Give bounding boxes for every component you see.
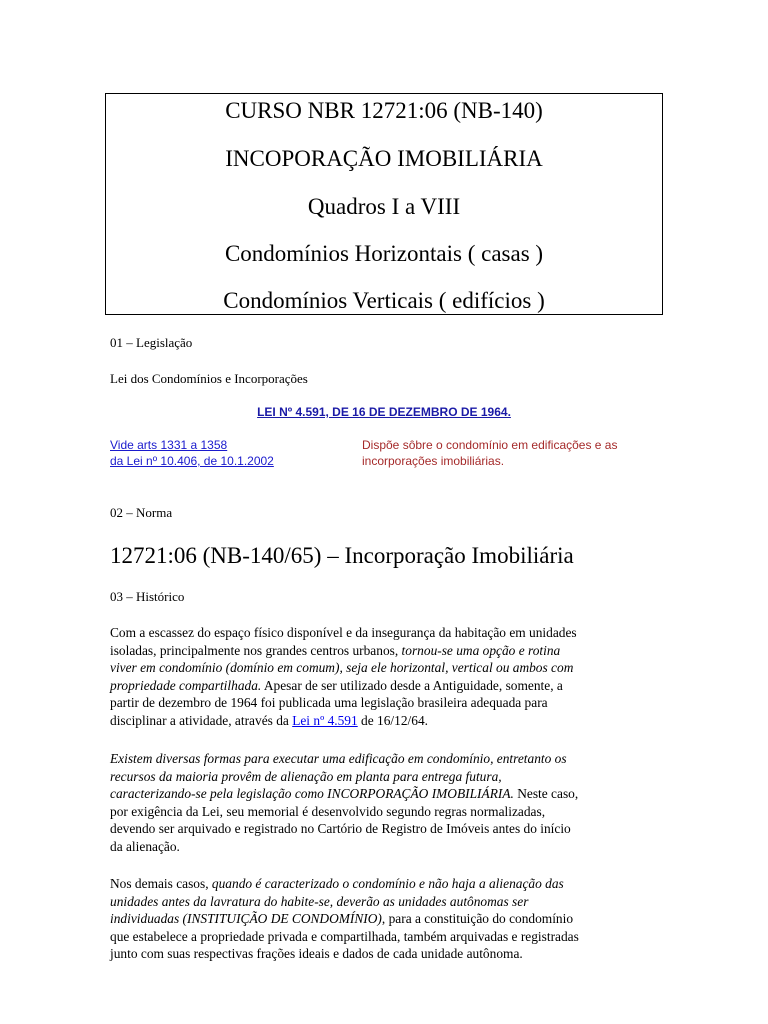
section-heading-norma: 02 – Norma [110, 505, 173, 520]
paragraph-historico-2 [110, 750, 670, 856]
vide-link-lei[interactable]: da Lei nº 10.406, de 10.1.2002 [110, 454, 274, 468]
text-line: caracterizando-se pela legislação como INCORPORAÇÃO IMOBILIÁRIA. Neste caso, [110, 786, 579, 802]
text-line: devendo ser arquivado e registrado no Cartório de Registro de Imóveis antes do início [110, 821, 571, 837]
text-line: viver em condomínio (domínio em comum), seja ele horizontal, vertical ou ambos com [110, 660, 574, 676]
text-line: propriedade compartilhada. Apesar de ser utilizado desde a Antiguidade, somente, a [110, 677, 563, 693]
text-line: por exigência da Lei, seu memorial é desenvolvido segundo regras normalizadas, [110, 803, 546, 819]
paragraph-historico-3 [110, 875, 670, 963]
text-line: que estabelece a propriedade privada e compartilhada, também arquivadas e registradas [110, 928, 579, 944]
text-line: disciplinar a atividade, através da Lei nº 4.591 de 16/12/64. [110, 712, 428, 728]
text-line: Nos demais casos, quando é caracterizado o condomínio e não haja a alienação das [110, 876, 564, 891]
text-line: Com a escassez do espaço físico disponível e da insegurança da habitação em unidades [110, 625, 577, 640]
paragraph-historico-1 [110, 624, 670, 730]
section-heading-legislacao: 01 – Legislação [110, 335, 193, 350]
course-vertical: Condomínios Verticais ( edifícios ) [223, 288, 545, 313]
text-line: junto com suas respectivas frações ideais e dados de cada unidade autônoma. [110, 946, 523, 962]
law-subtitle: Lei dos Condomínios e Incorporações [110, 371, 308, 386]
course-subject: INCOPORAÇÃO IMOBILIÁRIA [225, 146, 543, 171]
vide-link-arts[interactable]: Vide arts 1331 a 1358 [110, 438, 228, 452]
course-horizontal: Condomínios Horizontais ( casas ) [224, 241, 544, 266]
text-line: isoladas, principalmente nos grandes centros urbanos, tornou-se uma opção e rotina [110, 642, 561, 658]
law-title-link[interactable]: LEI Nº 4.591, DE 16 DE DEZEMBRO DE 1964. [257, 405, 511, 419]
text-line: recursos da maioria provêm de alienação em planta para entrega futura, [110, 768, 502, 784]
text-line: individuadas (INSTITUIÇÃO DE CONDOMÍNIO), para a constituição do condomínio [110, 911, 574, 927]
course-title: CURSO NBR 12721:06 (NB-140) [225, 98, 543, 123]
text-line: partir de dezembro de 1964 foi publicada uma legislação brasileira adequada para [110, 695, 548, 711]
section-heading-historico: 03 – Histórico [110, 589, 185, 604]
law-summary: Dispõe sôbre o condomínio em edificações e as incorporações imobiliárias. [362, 438, 618, 468]
vide-links [110, 437, 274, 469]
text-line: unidades antes da lavratura do habite-se, deverão as unidades autônomas ser [110, 893, 529, 909]
law-title [0, 404, 768, 420]
title-box [105, 93, 663, 315]
text-line: Existem diversas formas para executar uma edificação em condomínio, entretanto os [110, 751, 567, 766]
norm-title: 12721:06 (NB-140/65) – Incorporação Imobiliária [110, 543, 574, 568]
lei-4591-link[interactable]: Lei nº 4.591 [292, 712, 358, 728]
text-line: da alienação. [110, 838, 180, 854]
course-tables: Quadros I a VIII [307, 194, 461, 219]
